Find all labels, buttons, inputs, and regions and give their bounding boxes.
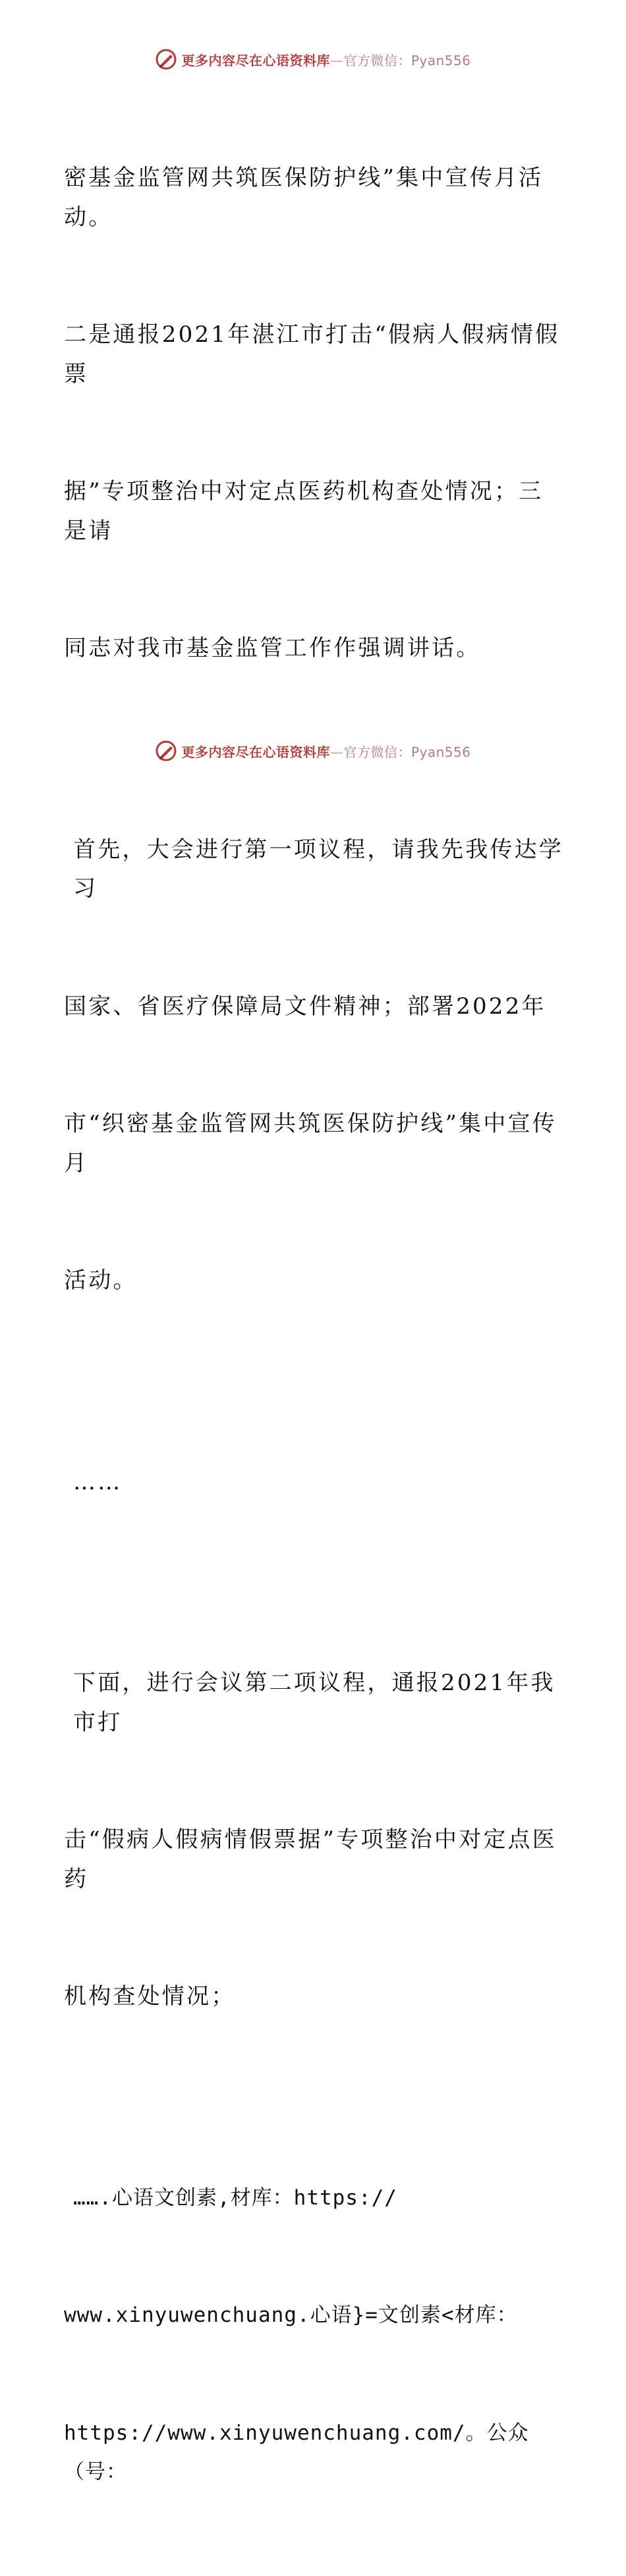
text-line: …….心语文创素,材库：https:// (73, 2185, 397, 2210)
header-banner-text (181, 50, 470, 69)
header-separator: — (329, 52, 344, 69)
text-line: 同志对我市基金监管工作作强调讲话。 (64, 635, 481, 661)
text-line: 市“织密基金监管网共筑医保防护线”集中宣传月 (64, 1110, 557, 1176)
text-line: https://www.xinyuwenchuang.com/。公众（号： (64, 2421, 529, 2484)
document-body (64, 80, 565, 2576)
paragraph-4 (64, 1585, 565, 2095)
footer-wechat-text: 官方微信：Pyan556 (343, 744, 471, 760)
text-line: 二是通报2021年湛江市打击“假病人假病情假票 (64, 321, 560, 387)
text-line: 击“假病人假病情假票据”专项整治中对定点医药 (64, 1826, 557, 1892)
header-banner (0, 46, 626, 72)
text-line: 机构查处情况； (64, 1983, 236, 2010)
text-line: 密基金监管网共筑医保防护线”集中宣传月活动。 (64, 165, 544, 231)
paragraph-3 (64, 1384, 565, 1581)
footer-brand-text: 更多内容尽在心语资料库 (181, 744, 330, 760)
text-line: 据”专项整治中对定点医药机构查处情况；三是请 (64, 478, 544, 544)
footer-banner-text (181, 742, 470, 761)
footer-separator: — (329, 744, 344, 760)
text-line: 首先，大会进行第一项议程，请我先我传达学习 (73, 836, 563, 902)
text-line: 下面，进行会议第二项议程，通报2021年我市打 (73, 1670, 555, 1736)
paragraph-1 (64, 80, 565, 747)
pen-logo-icon (155, 48, 177, 70)
paragraph-5 (64, 2100, 565, 2571)
text-line: 国家、省医疗保障局文件精神；部署2022年 (64, 993, 546, 1020)
text-line: 活动。 (64, 1267, 138, 1294)
header-brand-text: 更多内容尽在心语资料库 (181, 52, 330, 69)
text-line: www.xinyuwenchuang.心语}=文创素<材库： (64, 2303, 518, 2327)
text-line: …… (73, 1468, 123, 1495)
footer-banner (0, 738, 626, 764)
pen-logo-icon (155, 740, 177, 762)
paragraph-2 (64, 752, 565, 1379)
header-wechat-text: 官方微信：Pyan556 (343, 52, 471, 69)
